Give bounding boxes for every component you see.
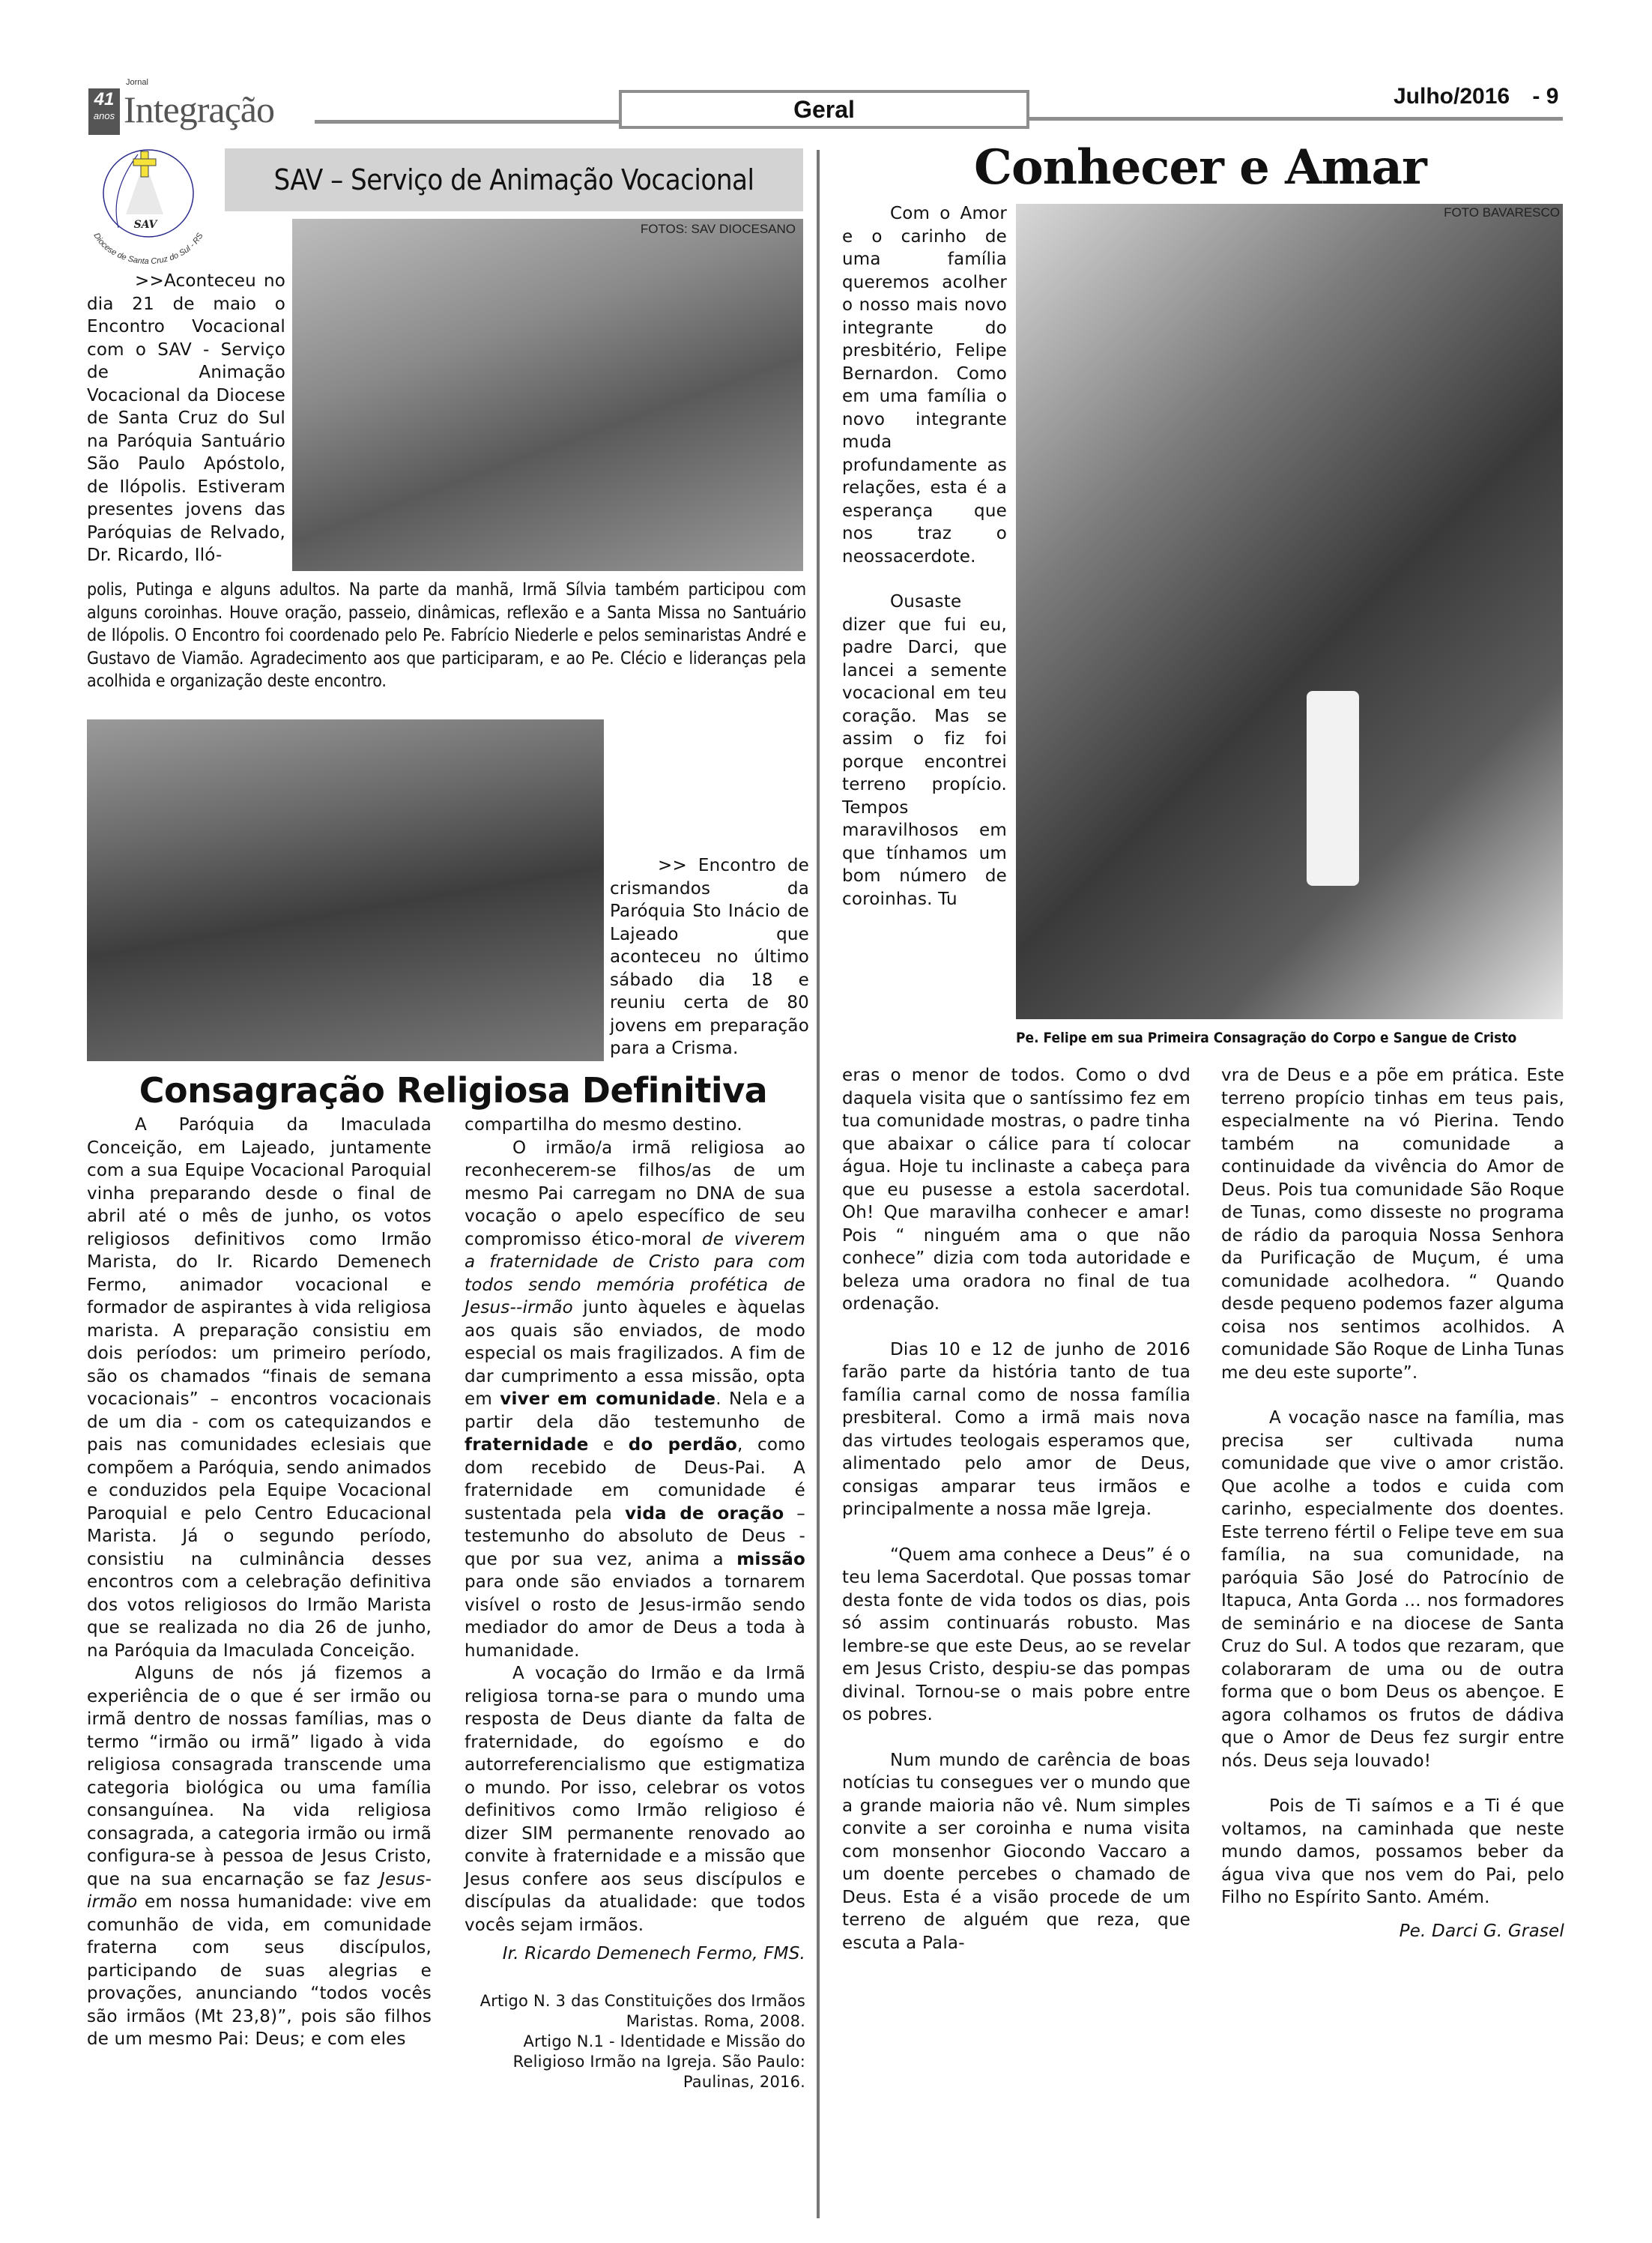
text-run: para onde são enviados a tornarem visível o rosto de Jesus-irmão sendo mediador do amor de Deus a toda à humanidade. xyxy=(465,1572,805,1661)
conhecer-paragraph: A vocação nasce na família, mas precisa ser cultivada numa comunidade que vive o amor cristão. Que acolhe a todos e cuida com carinho, especialmente dos doentes. Este terreno fértil o Felipe teve em sua família, na sua comunidade, na paróquia São José do Patrocínio de Itapuca, Anta Gorda ... nos formadores de seminário e na diocese de Santa Cruz do Sul. A todos que rezaram, que colaboraram de uma ou de outra forma que o bom Deus os abençoe. E agora colhamos os frutos de dádiva que o Amor de Deus fez surgir entre nós. Deus seja louvado! xyxy=(1221,1408,1564,1771)
text-run: em nossa humanidade: vive em comunhão de vida, em comunidade fraterna com seus discípulos, participando de suas alegrias e provações, anunciando “todos vocês são irmãos (Mt 23,8)”, pois são filhos de um mesmo Pai: Deus; e com eles xyxy=(87,1892,432,2049)
sav-story-1-continued xyxy=(87,579,806,693)
newspaper-logo: Integração xyxy=(124,88,274,130)
light-beam-icon xyxy=(126,175,163,214)
header-rule-right xyxy=(1026,117,1563,121)
crismandos-group-photo xyxy=(87,719,604,1061)
sav-story-2-text: >> Encontro de crismandos da Paróquia Sto Inácio de Lajeado que aconteceu no último sábado dia 18 e reuniu certa de 80 jovens em preparação para a Crisma. xyxy=(610,856,809,1058)
sav-banner-title: SAV – Serviço de Animação Vocacional xyxy=(225,148,803,211)
reference-2: Artigo N.1 - Identidade e Missão do Religioso Irmão na Igreja. São Paulo: Paulinas, 2016. xyxy=(512,2032,805,2091)
bold-run: fraternidade xyxy=(465,1435,589,1455)
italic-run: de viverem a fraternidade de Cristo para com todos sendo memória profética de Jesus--irmão xyxy=(465,1229,806,1317)
text-run: – testemunho do absoluto de Deus - que por sua vez, anima a xyxy=(465,1503,805,1569)
conhecer-paragraph: Dias 10 e 12 de junho de 2016 farão parte da história tanto de tua família carnal como de nossa família presbiteral. Como a irmã mais nova das virtudes teologais esperamos que, alimentado pelo amor de Deus, consigas amparar teus irmãos e principalmente a nossa mãe Igreja. xyxy=(842,1339,1190,1519)
anniversary-word: anos xyxy=(93,110,115,121)
photo-credit: FOTO BAVARESCO xyxy=(1444,205,1560,220)
consagracao-signature: Ir. Ricardo Demenech Fermo, FMS. xyxy=(502,1944,805,1963)
sav-logo-graphic xyxy=(75,144,222,264)
sav-story-1 xyxy=(87,270,285,567)
conhecer-paragraph: Num mundo de carência de boas notícias tu consegues ver o mundo que a grande maioria não vê. Num simples convite a ser coroinha e numa visita com monsenhor Giocondo Vaccaro a um doente percebes o chamado de Deus. Esta é a visão procede de um terreno de alguém que reza, que escuta a Pala- xyxy=(842,1750,1190,1953)
text-run: , como dom recebido de Deus-Pai. A fraternidade em comunidade é sustentada pela xyxy=(465,1435,805,1524)
sav-story-1-text: >>Aconteceu no dia 21 de maio o Encontro Vocacional com o SAV - Serviço de Animação Vocacional da Diocese de Santa Cruz do Sul na Paróquia Santuário São Paulo Apóstolo, de Ilópolis. Estiveram presentes jovens das Paróquias de Relvado, Dr. Ricardo, Iló- xyxy=(87,271,285,565)
conhecer-headline: Conhecer e Amar xyxy=(974,139,1426,196)
conhecer-paragraph: Com o Amor e o carinho de uma família queremos acolher o nosso mais novo integrante do presbitério, Felipe Bernardon. Como em uma família o novo integrante muda profundamente as relações, esta é a esperança que nos traz o neossacerdote. xyxy=(842,204,1007,567)
conhecer-paragraph: “Quem ama conhece a Deus” é o teu lema Sacerdotal. Que possas tomar desta fonte de vida todos os dias, pois só assim continuarás robusto. Mas lembre-se que este Deus, ao se revelar em Jesus Cristo, despiu-se das pompas divinal. Tornou-se o mais pobre entre os pobres. xyxy=(842,1545,1190,1724)
conhecer-paragraph: Ousaste dizer que fui eu, padre Darci, que lancei a semente vocacional em teu coração. Mas se assim o fiz foi porque encontrei terreno propício. Tempos maravilhosos em que tínhamos um bom número de coroinhas. Tu xyxy=(842,592,1007,909)
conhecer-signature: Pe. Darci G. Grasel xyxy=(1399,1921,1564,1941)
italic-run: Jesus-irmão xyxy=(87,1869,432,1912)
text-run: . Nela e a partir dela dão testemunho de xyxy=(465,1389,805,1432)
section-label: Geral xyxy=(619,90,1029,129)
bold-run: do perdão xyxy=(628,1435,738,1455)
anniversary-number: 41 xyxy=(94,89,115,109)
photo-credit: FOTOS: SAV DIOCESANO xyxy=(640,222,796,236)
text-run: Alguns de nós já fizemos a experiência de o que é ser irmão ou irmã dentro de nossas famílias, mas o termo “irmão ou irmã” ligado à vida religiosa consagrada transcende uma categoria biológica ou uma família consanguínea. Na vida religiosa consagrada, a categoria irmão ou irmã configura-se à pessoa de Jesus Cristo, que na sua encarnação se faz xyxy=(87,1664,432,1889)
sav-group-photo xyxy=(292,219,803,571)
priest-consecration-photo xyxy=(1016,204,1563,1019)
text-run: e xyxy=(588,1435,629,1455)
consagracao-column-2 xyxy=(465,1114,805,2092)
conhecer-paragraph: eras o menor de todos. Como o dvd daquela visita que o santíssimo fez em tua comunidade mostras, o padre tinha que abaixar o cálice para tí colocar água. Hoje tu inclinaste a cabeça para que eu pusesse a estola sacerdotal. Oh! Que maravilha conhecer e amar! Pois “ ninguém ama o que não conhece” dizia com toda autoridade e beleza uma oradora no final de tua ordenação. xyxy=(842,1066,1190,1314)
anniversary-badge xyxy=(88,88,120,135)
logo-ring-text-path: Diocese de Santa Cruz do Sul - RS xyxy=(91,231,205,264)
sav-story-2 xyxy=(610,854,809,1060)
logo-ring-text xyxy=(91,231,205,264)
consagracao-paragraph: A Paróquia da Imaculada Conceição, em Lajeado, juntamente com a sua Equipe Vocacional Paroquial vinha preparando desde o final de abril até o mês de junho, os votos religiosos definitivos como Irmão Marista, do Ir. Ricardo Demenech Fermo, animador vocacional e formador de aspirantes à vida religiosa marista. A preparação consistiu em dois períodos: um primeiro período, são os chamados “finais de semana vocacionais” – encontros vocacionais de um dia - com os catequizandos e pais nas comunidades eclesiais que compõem a Paróquia, sendo animados e conduzidos pela Equipe Vocacional Paroquial e pelo Centro Educacional Marista. Já o segundo período, consistiu na culminância desses encontros com a celebração definitiva dos votos religiosos do Irmão Marista que se realizada no dia 26 de junho, na Paróquia da Imaculada Conceição. xyxy=(87,1115,432,1661)
bold-run: viver em comunidade xyxy=(500,1389,716,1409)
page-number: - 9 xyxy=(1532,84,1559,109)
issue-date: Julho/2016 xyxy=(1394,84,1510,109)
text-run: O irmão/a irmã religiosa ao reconhecerem-se filhos/as de um mesmo Pai carregam no DNA de sua vocação o apelo específico de seu compromisso ético-moral xyxy=(465,1138,805,1249)
conhecer-paragraph: vra de Deus e a põe em prática. Este terreno propício tinhas em teus pais, especialmente na vó Pierina. Tendo também na comunidade a continuidade da vivência do Amor de Deus. Pois tua comunidade São Roque de Tunas, como disseste no programa de rádio da paroquia Nossa Senhora da Purificação de Muçum, é uma comunidade acolhedora. “ Quando desde pequeno podemos fazer alguma coisa nos sentimos acolhidos. A comunidade São Roque de Linha Tunas me deu este suporte”. xyxy=(1221,1066,1564,1383)
conhecer-column-a xyxy=(842,1064,1190,1954)
text-run: junto àqueles e àquelas aos quais são enviados, de modo especial os mais fragilizados. A fim de dar cumprimento a essa missão, opta em xyxy=(465,1298,805,1409)
consagracao-paragraph: compartilha do mesmo destino. xyxy=(465,1115,742,1135)
reference-1: Artigo N. 3 das Constituições dos Irmãos Maristas. Roma, 2008. xyxy=(479,1991,805,2030)
sav-logo-label: SAV xyxy=(133,219,157,231)
bold-run: missão xyxy=(736,1549,805,1569)
consagracao-paragraph: A vocação do Irmão e da Irmã religiosa torna-se para o mundo uma resposta de Deus diante da falta de fraternidade, do egoísmo e do autorreferencialismo que estigmatiza o mundo. Por isso, celebrar os votos definitivos como Irmão religioso é dizer SIM permanente renovado ao convite à fraternidade e a missão que Jesus confere aos seus discípulos e discípulas da atualidade: que todos vocês sejam irmãos. xyxy=(465,1664,805,1935)
consagracao-paragraph xyxy=(465,1137,805,1663)
consagracao-headline: Consagração Religiosa Definitiva xyxy=(139,1070,768,1111)
bold-run: vida de oração xyxy=(625,1503,784,1524)
photo-caption: Pe. Felipe em sua Primeira Consagração do Corpo e Sangue de Cristo xyxy=(1016,1030,1517,1046)
sav-logo xyxy=(75,144,222,264)
column-divider xyxy=(817,150,820,2218)
logo-jornal-label: Jornal xyxy=(126,78,148,87)
consagracao-column-1 xyxy=(87,1114,432,2051)
conhecer-column-b xyxy=(1221,1064,1564,1942)
consagracao-paragraph xyxy=(87,1662,432,2051)
conhecer-paragraph: Pois de Ti saímos e a Ti é que voltamos, na caminhada que neste mundo damos, possamos beber da água viva que nos vem do Pai, pelo Filho no Espírito Santo. Amém. xyxy=(1221,1796,1564,1907)
sav-story-1-continuation: polis, Putinga e alguns adultos. Na parte da manhã, Irmã Sílvia também participou com alguns coroinhas. Houve oração, passeio, dinâmicas, reflexão e a Santa Missa no Santuário de Ilópolis. O Encontro foi coordenado pelo Pe. Fabrício Niederle e pelos seminaristas André e Gustavo de Viamão. Agradecimento aos que participaram, e ao Pe. Clécio e lideranças pela acolhida e organização deste encontro. xyxy=(87,580,806,691)
issue-info xyxy=(1394,84,1558,109)
candle-icon xyxy=(1307,691,1359,886)
header-rule-left xyxy=(315,120,619,124)
conhecer-narrow-column xyxy=(842,202,1007,911)
